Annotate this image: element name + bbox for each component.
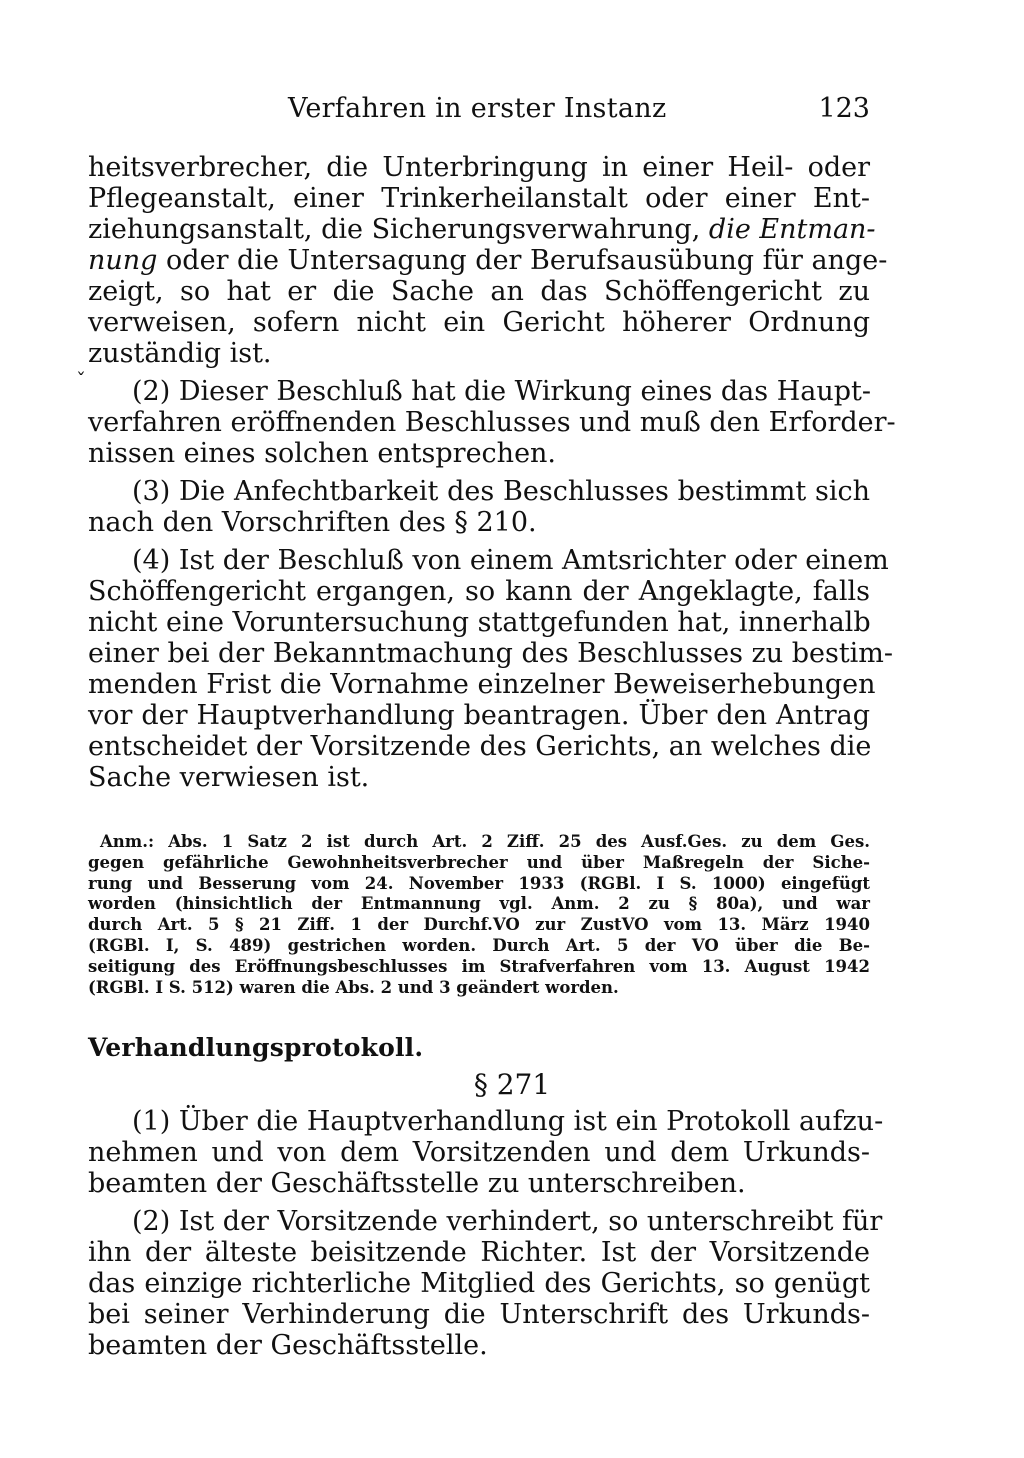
text-line: (2) Ist der Vorsitzende verhindert, so unterschreibt für [132,1206,883,1237]
text-line: verweisen, sofern nicht ein Gericht höherer Ordnung [88,307,870,338]
text-line: nach den Vorschriften des § 210. [88,507,537,538]
text-span: ziehungsanstalt, die Sicherungsverwahrung, [88,214,701,245]
stray-mark: ˇ [76,368,86,392]
text-line: beamten der Geschäftsstelle zu unterschreiben. [88,1168,746,1199]
text-line: nissen eines solchen entsprechen. [88,438,557,469]
note-line: seitigung des Eröffnungsbeschlusses im Strafverfahren vom 13. August 1942 [88,956,870,976]
annotation-note [88,832,870,998]
note-line: worden (hinsichtlich der Entmannung vgl. Anm. 2 zu § 80a), und war [88,894,870,914]
note-line: durch Art. 5 § 21 Ziff. 1 der Durchf.VO zur ZustVO vom 13. März 1940 [88,915,870,935]
text-line: bei seiner Verhinderung die Unterschrift des Urkunds- [88,1299,870,1330]
running-head [88,93,870,133]
text-line: ihn der älteste beisitzende Richter. Ist der Vorsitzende [88,1237,870,1268]
section-paragraph-1 [88,1106,884,1199]
note-line: (RGBl. I S. 512) waren die Abs. 2 und 3 geändert worden. [88,977,619,997]
page-number: 123 [818,93,870,124]
note-line: Anm.: Abs. 1 Satz 2 ist durch Art. 2 Ziff. 25 des Ausf.Ges. zu dem Ges. [100,832,870,851]
text-line: zuständig ist. [88,338,272,369]
text-line: (3) Die Anfechtbarkeit des Beschlusses bestimmt sich [132,476,870,507]
text-line: (1) Über die Hauptverhandlung ist ein Protokoll aufzu- [132,1106,884,1137]
text-line: heitsverbrecher, die Unterbringung in einer Heil- oder [88,152,870,183]
text-span: oder die Untersagung der Berufsausübung für ange- [166,245,888,276]
paragraph-3 [88,476,870,538]
text-line: beamten der Geschäftsstelle. [88,1330,488,1361]
text-line: Schöffengericht ergangen, so kann der Angeklagte, falls [88,576,870,607]
section-paragraph-2 [88,1206,883,1361]
italic-text: nung [88,245,158,276]
paragraph-continuation [88,152,888,369]
text-line: nehmen und von dem Vorsitzenden und dem Urkunds- [88,1137,870,1168]
paragraph-4 [88,545,894,793]
section-body [88,1106,884,1361]
text-line: einer bei der Bekanntmachung des Beschlusses zu bestim- [88,638,894,669]
text-line: das einzige richterliche Mitglied des Gerichts, so genügt [88,1268,870,1299]
note-line: gegen gefährliche Gewohnheitsverbrecher und über Maßregeln der Siche- [88,852,870,872]
text-line: Sache verwiesen ist. [88,762,370,793]
text-line: (2) Dieser Beschluß hat die Wirkung eines das Haupt- [132,376,871,407]
text-line: verfahren eröffnenden Beschlusses und muß den Erforder- [88,407,896,438]
text-line: entscheidet der Vorsitzende des Gerichts, an welches die [88,731,872,762]
text-line [88,214,876,245]
paragraph-number: § 271 [473,1068,551,1101]
running-title: Verfahren in erster Instanz [288,93,667,124]
text-line [88,245,888,276]
text-line: (4) Ist der Beschluß von einem Amtsrichter oder einem [132,545,889,576]
text-line: Pflegeanstalt, einer Trinkerheilanstalt oder einer Ent- [88,183,870,214]
text-line: nicht eine Voruntersuchung stattgefunden hat, innerhalb [88,607,871,638]
note-line: rung und Besserung vom 24. November 1933 (RGBl. I S. 1000) eingefügt [88,873,870,893]
paragraph-2 [88,376,896,469]
section-heading: Verhandlungsprotokoll. [88,1033,424,1062]
text-line: menden Frist die Vornahme einzelner Beweiserhebungen [88,669,876,700]
note-line: (RGBl. I, S. 489) gestrichen worden. Durch Art. 5 der VO über die Be- [88,935,870,955]
text-line: vor der Hauptverhandlung beantragen. Über den Antrag [88,700,870,731]
body-text [88,152,896,793]
italic-text: die Entman- [708,214,876,245]
text-line: zeigt, so hat er die Sache an das Schöffengericht zu [88,276,870,307]
